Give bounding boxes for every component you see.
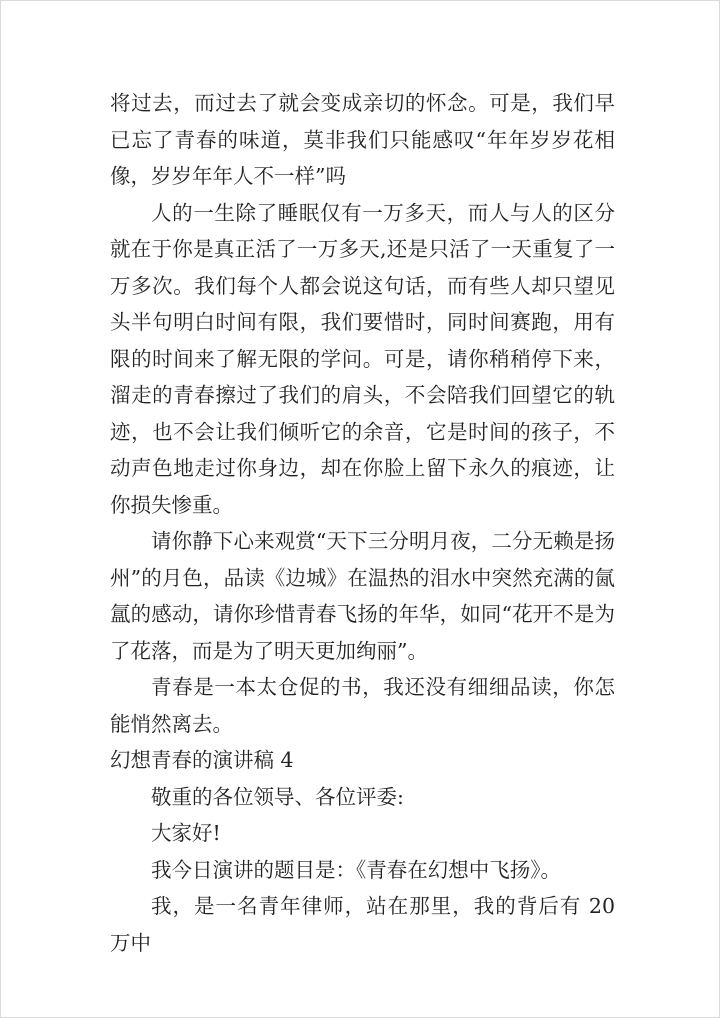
paragraph-3: 请你静下心来观赏“天下三分明月夜，二分无赖是扬州”的月色，品读《边城》在温热的泪水中突然充满的氤氲的感动，请你珍惜青春飞扬的年华，如同“花开不是为了花落，而是为了明天更加绚丽”。 bbox=[110, 529, 615, 663]
section-heading: 幻想青春的演讲稿 4 bbox=[110, 748, 294, 772]
greeting: 大家好! bbox=[151, 821, 221, 845]
paragraph-4: 青春是一本太仓促的书，我还没有细细品读，你怎能悄然离去。 bbox=[110, 675, 615, 736]
paragraph-last: 我，是一名青年律师，站在那里，我的背后有 20 万中 bbox=[110, 894, 615, 955]
paragraph-1: 将过去，而过去了就会变成亲切的怀念。可是，我们早已忘了青春的味道，莫非我们只能感叹“年年岁岁花相像，岁岁年年人不一样”吗 bbox=[110, 91, 615, 188]
salutation: 敬重的各位领导、各位评委: bbox=[151, 784, 404, 809]
speech-topic: 我今日演讲的题目是：《青春在幻想中飞扬》。 bbox=[151, 857, 561, 882]
document-body bbox=[110, 85, 615, 961]
paragraph-2: 人的一生除了睡眠仅有一万多天，而人与人的区分就在于你是真正活了一万多天,还是只活了一天重复了一万多次。我们每个人都会说这句话，而有些人却只望见头半句明白时间有限，我们要惜时，同时间赛跑，用有限的时间来了解无限的学问。可是，请你稍稍停下来，溜走的青春擦过了我们的肩头，不会陪我们回望它的轨迹，也不会让我们倾听它的余音，它是时间的孩子，不动声色地走过你身边，却在你脸上留下永久的痕迹，让你损失惨重。 bbox=[110, 200, 615, 517]
